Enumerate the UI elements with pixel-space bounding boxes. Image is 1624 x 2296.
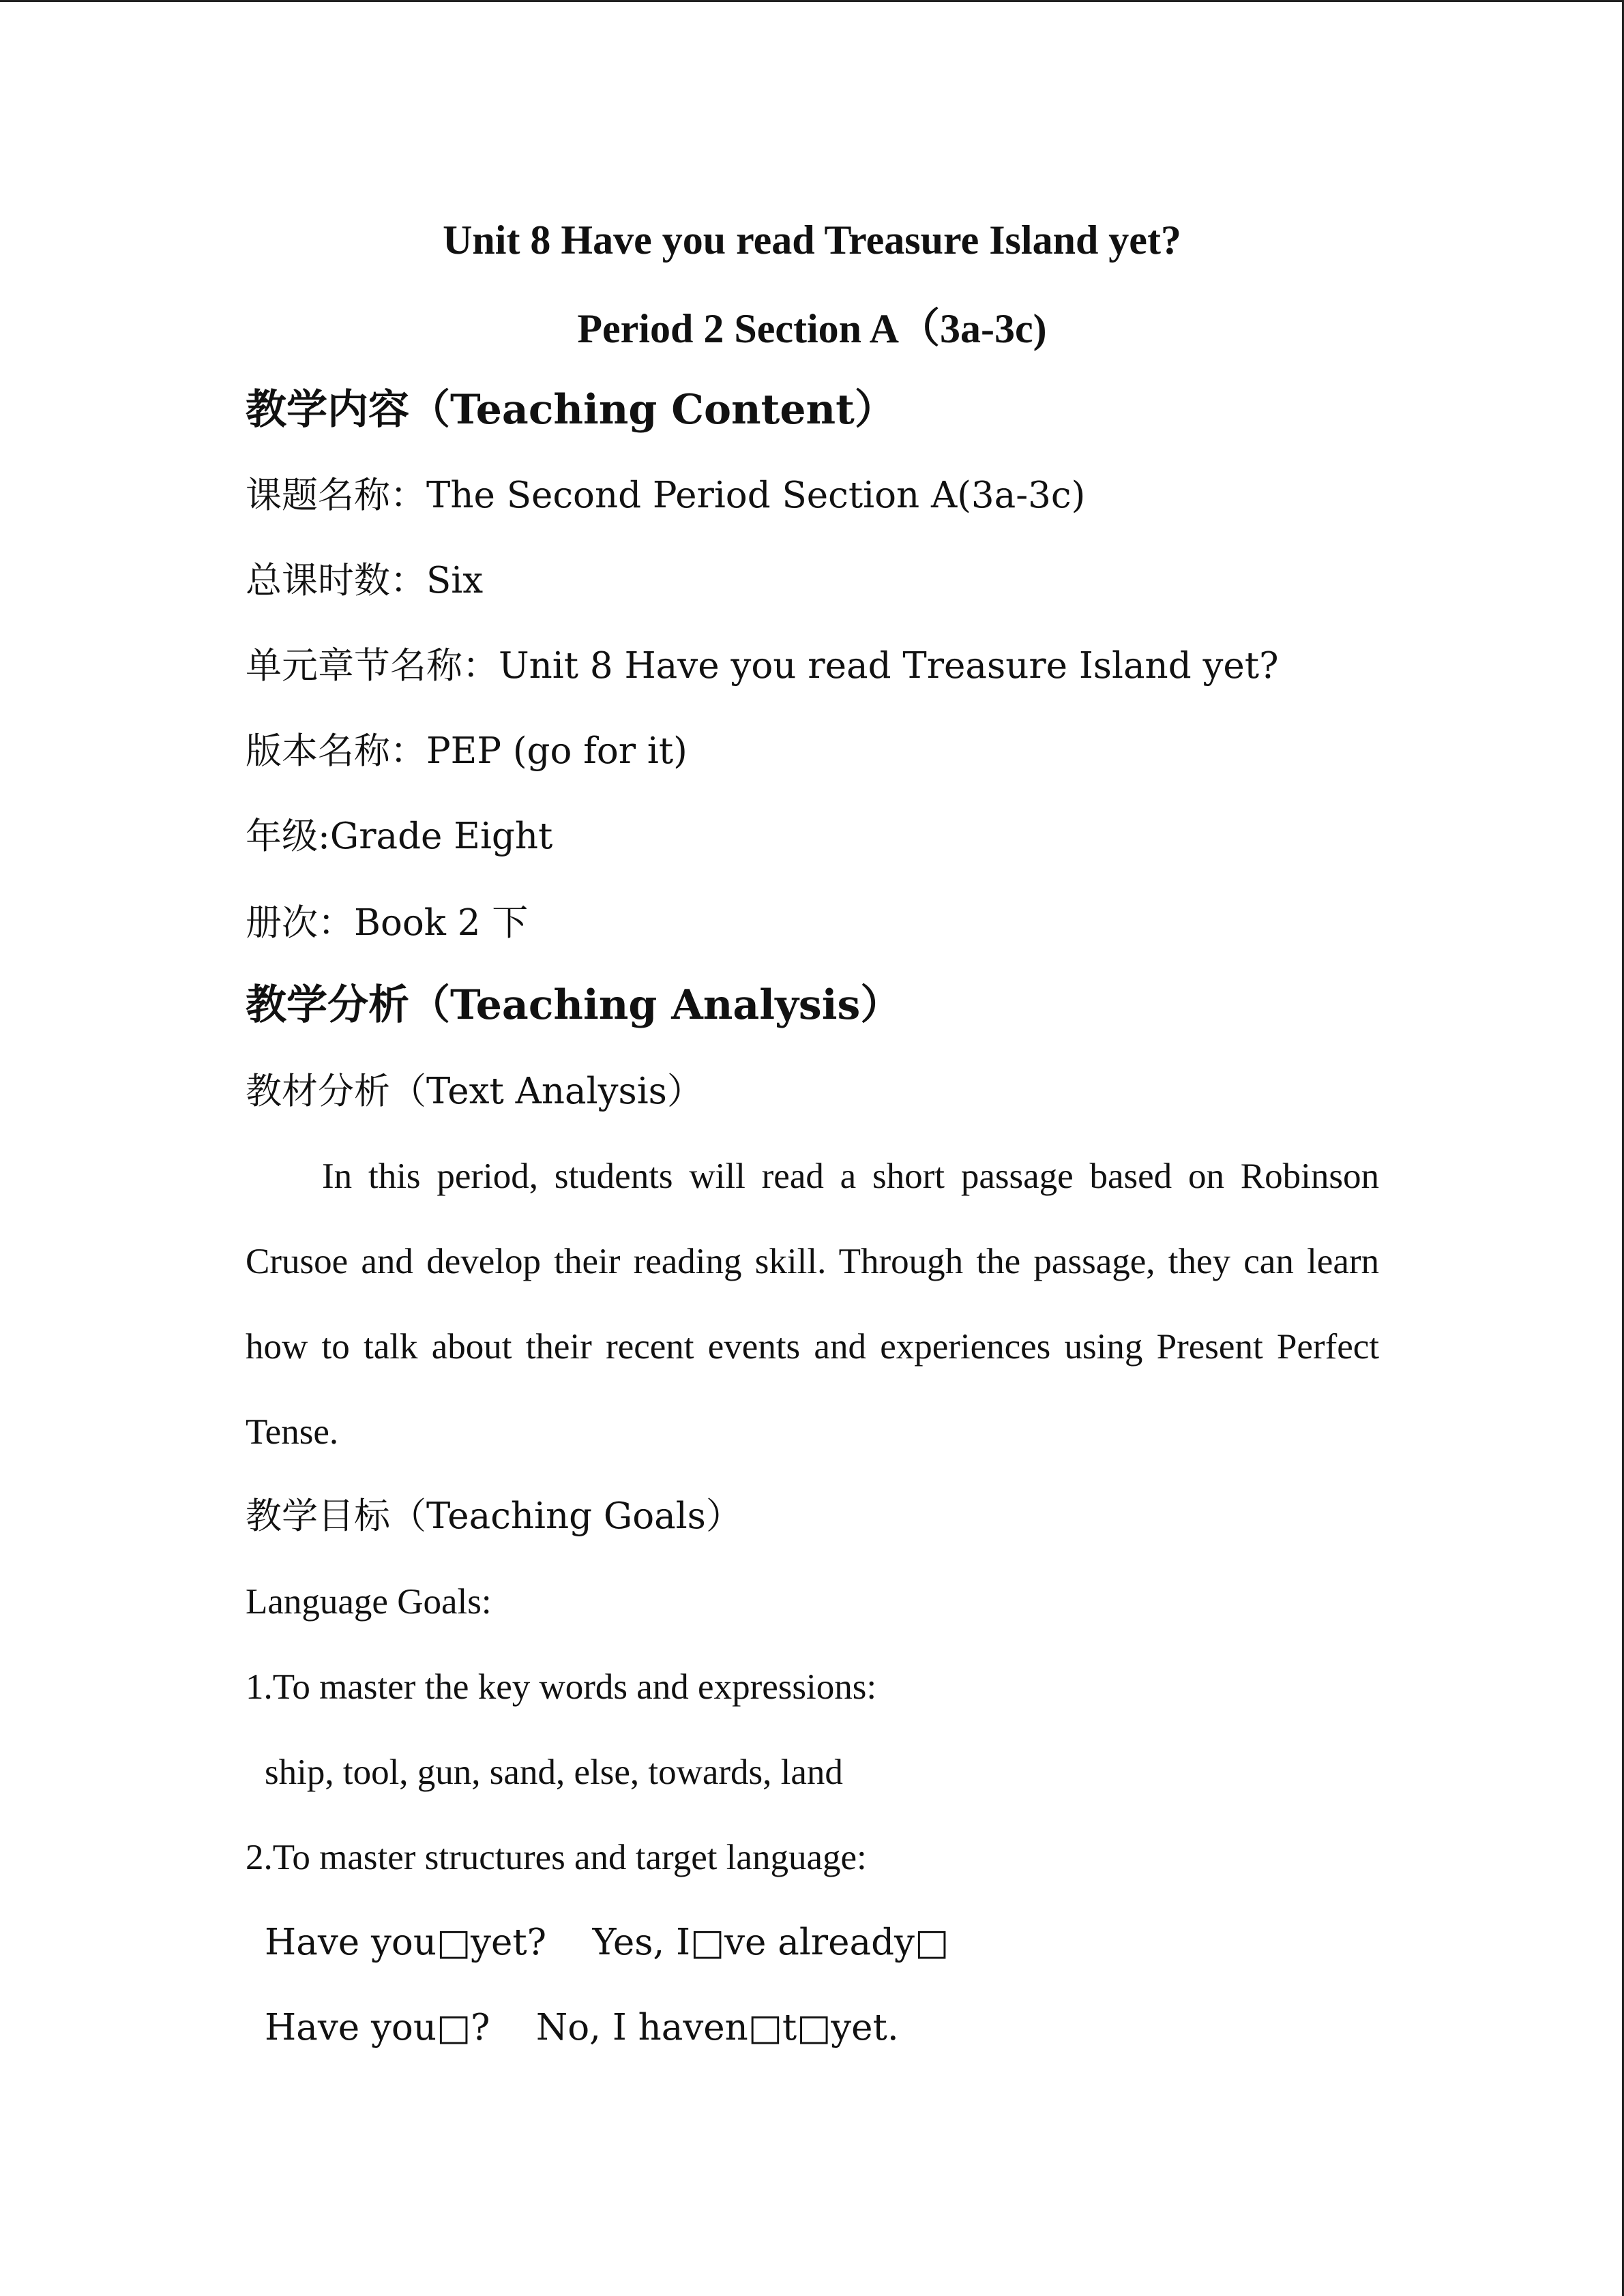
grade-line: 年级:Grade Eight — [246, 816, 553, 857]
lesson-title-line: 课题名称：The Second Period Section A(3a-3c) — [246, 475, 1086, 516]
teaching-goals-label: 教学目标（Teaching Goals） — [246, 1495, 742, 1537]
edition-line: 版本名称：PEP (go for it) — [246, 730, 688, 772]
target-language-pattern-2: Have you□? No, I haven□t□yet. — [265, 2007, 899, 2048]
teaching-analysis-heading: 教学分析（Teaching Analysis） — [246, 981, 902, 1029]
target-language-pattern-1: Have you□yet? Yes, I□ve already□ — [265, 1922, 949, 1963]
document-title: Unit 8 Have you read Treasure Island yet? — [443, 218, 1181, 263]
goal-1-line: 1.To master the key words and expressions: — [246, 1667, 877, 1707]
goal-1-words-line: ship, tool, gun, sand, else, towards, land — [265, 1753, 843, 1792]
unit-name-line: 单元章节名称：Unit 8 Have you read Treasure Island yet? — [246, 645, 1279, 687]
document-subtitle: Period 2 Section A（3a-3c) — [577, 306, 1047, 351]
teaching-content-heading: 教学内容（Teaching Content） — [246, 386, 896, 434]
total-periods-line: 总课时数：Six — [246, 560, 484, 601]
text-analysis-paragraph: In this period, students will read a short passage based on Robinson Crusoe and develop their reading skill. Through the passage, they can learn how to talk about their recent events and experiences using Present Perfect Tense. — [246, 1157, 1379, 1452]
text-analysis-label: 教材分析（Text Analysis） — [246, 1071, 703, 1112]
page-top-border — [0, 0, 1624, 2]
language-goals-label: Language Goals: — [246, 1582, 492, 1622]
goal-2-line: 2.To master structures and target language: — [246, 1838, 867, 1877]
volume-line: 册次：Book 2 下 — [246, 902, 529, 944]
